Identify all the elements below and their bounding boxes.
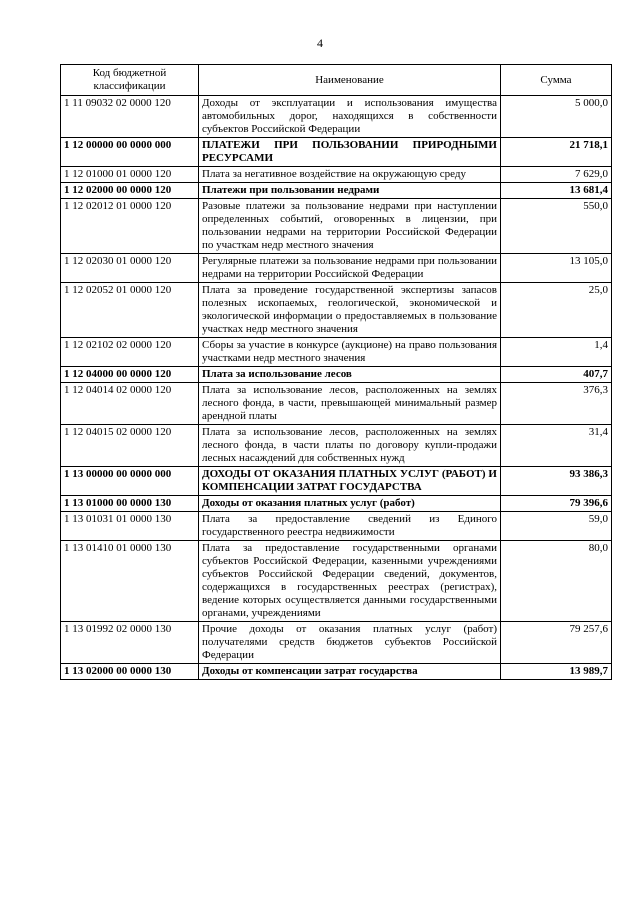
name-cell: Регулярные платежи за пользование недрами при пользовании недрами на территории Российской Федерации — [199, 254, 501, 283]
name-cell: Плата за использование лесов, расположенных на землях лесного фонда, в части, превышающей минимальный размер арендной платы — [199, 383, 501, 425]
sum-cell: 93 386,3 — [501, 467, 612, 496]
sum-cell: 407,7 — [501, 367, 612, 383]
table-row — [61, 167, 612, 183]
code-cell: 1 12 04015 02 0000 120 — [61, 425, 199, 467]
budget-table — [60, 64, 612, 680]
code-cell: 1 12 02052 01 0000 120 — [61, 283, 199, 338]
sum-cell: 1,4 — [501, 338, 612, 367]
table-row — [61, 496, 612, 512]
name-cell: Сборы за участие в конкурсе (аукционе) на право пользования участками недр местного значения — [199, 338, 501, 367]
header-sum: Сумма — [501, 65, 612, 96]
code-cell: 1 13 01410 01 0000 130 — [61, 541, 199, 622]
name-cell: Платежи при пользовании недрами — [199, 183, 501, 199]
code-cell: 1 12 04014 02 0000 120 — [61, 383, 199, 425]
name-cell: Плата за предоставление сведений из Единого государственного реестра недвижимости — [199, 512, 501, 541]
table-row — [61, 138, 612, 167]
sum-cell: 13 105,0 — [501, 254, 612, 283]
table-row — [61, 96, 612, 138]
sum-cell: 13 989,7 — [501, 664, 612, 680]
name-cell: Доходы от оказания платных услуг (работ) — [199, 496, 501, 512]
sum-cell: 79 257,6 — [501, 622, 612, 664]
code-cell: 1 12 02000 00 0000 120 — [61, 183, 199, 199]
name-cell: Плата за проведение государственной экспертизы запасов полезных ископаемых, геологической, экономической и экологической информации о предоставляемых в пользование участках недр местного значения — [199, 283, 501, 338]
table-row — [61, 383, 612, 425]
table-header-row — [61, 65, 612, 96]
name-cell: ДОХОДЫ ОТ ОКАЗАНИЯ ПЛАТНЫХ УСЛУГ (РАБОТ) И КОМПЕНСАЦИИ ЗАТРАТ ГОСУДАРСТВА — [199, 467, 501, 496]
sum-cell: 25,0 — [501, 283, 612, 338]
table-row — [61, 199, 612, 254]
code-cell: 1 13 01000 00 0000 130 — [61, 496, 199, 512]
code-cell: 1 12 02030 01 0000 120 — [61, 254, 199, 283]
table-row — [61, 425, 612, 467]
code-cell: 1 12 02102 02 0000 120 — [61, 338, 199, 367]
code-cell: 1 12 00000 00 0000 000 — [61, 138, 199, 167]
sum-cell: 80,0 — [501, 541, 612, 622]
name-cell: Прочие доходы от оказания платных услуг (работ) получателями средств бюджетов субъектов Российской Федерации — [199, 622, 501, 664]
table-row — [61, 367, 612, 383]
code-cell: 1 13 02000 00 0000 130 — [61, 664, 199, 680]
name-cell: Доходы от компенсации затрат государства — [199, 664, 501, 680]
sum-cell: 550,0 — [501, 199, 612, 254]
sum-cell: 7 629,0 — [501, 167, 612, 183]
header-code: Код бюджетной классификации — [61, 65, 199, 96]
sum-cell: 13 681,4 — [501, 183, 612, 199]
code-cell: 1 13 01992 02 0000 130 — [61, 622, 199, 664]
table-row — [61, 254, 612, 283]
name-cell: Доходы от эксплуатации и использования имущества автомобильных дорог, находящихся в собственности субъектов Российской Федерации — [199, 96, 501, 138]
code-cell: 1 11 09032 02 0000 120 — [61, 96, 199, 138]
table-row — [61, 183, 612, 199]
table-row — [61, 338, 612, 367]
header-name: Наименование — [199, 65, 501, 96]
page-number: 4 — [317, 36, 323, 50]
name-cell: Плата за негативное воздействие на окружающую среду — [199, 167, 501, 183]
table-row — [61, 664, 612, 680]
table-body — [61, 96, 612, 680]
sum-cell: 31,4 — [501, 425, 612, 467]
sum-cell: 376,3 — [501, 383, 612, 425]
name-cell: Разовые платежи за пользование недрами при наступлении определенных событий, оговоренных в лицензии, при пользовании недрами на территории Российской Федерации по участкам недр местного значения — [199, 199, 501, 254]
code-cell: 1 12 04000 00 0000 120 — [61, 367, 199, 383]
code-cell: 1 13 01031 01 0000 130 — [61, 512, 199, 541]
name-cell: Плата за использование лесов, расположенных на землях лесного фонда, в части платы по договору купли-продажи лесных насаждений для собственных нужд — [199, 425, 501, 467]
table-row — [61, 467, 612, 496]
sum-cell: 79 396,6 — [501, 496, 612, 512]
code-cell: 1 12 01000 01 0000 120 — [61, 167, 199, 183]
name-cell: Плата за использование лесов — [199, 367, 501, 383]
code-cell: 1 12 02012 01 0000 120 — [61, 199, 199, 254]
sum-cell: 21 718,1 — [501, 138, 612, 167]
table-row — [61, 283, 612, 338]
table-row — [61, 541, 612, 622]
name-cell: Плата за предоставление государственными органами субъектов Российской Федерации, казенными учреждениями субъектов Российской Федерации сведений, документов, содержащихся в государственных реестрах (регистрах), ведение которых осуществляется данными государственными органами, учреждениями — [199, 541, 501, 622]
table-row — [61, 512, 612, 541]
sum-cell: 5 000,0 — [501, 96, 612, 138]
sum-cell: 59,0 — [501, 512, 612, 541]
name-cell: ПЛАТЕЖИ ПРИ ПОЛЬЗОВАНИИ ПРИРОДНЫМИ РЕСУРСАМИ — [199, 138, 501, 167]
table-row — [61, 622, 612, 664]
code-cell: 1 13 00000 00 0000 000 — [61, 467, 199, 496]
